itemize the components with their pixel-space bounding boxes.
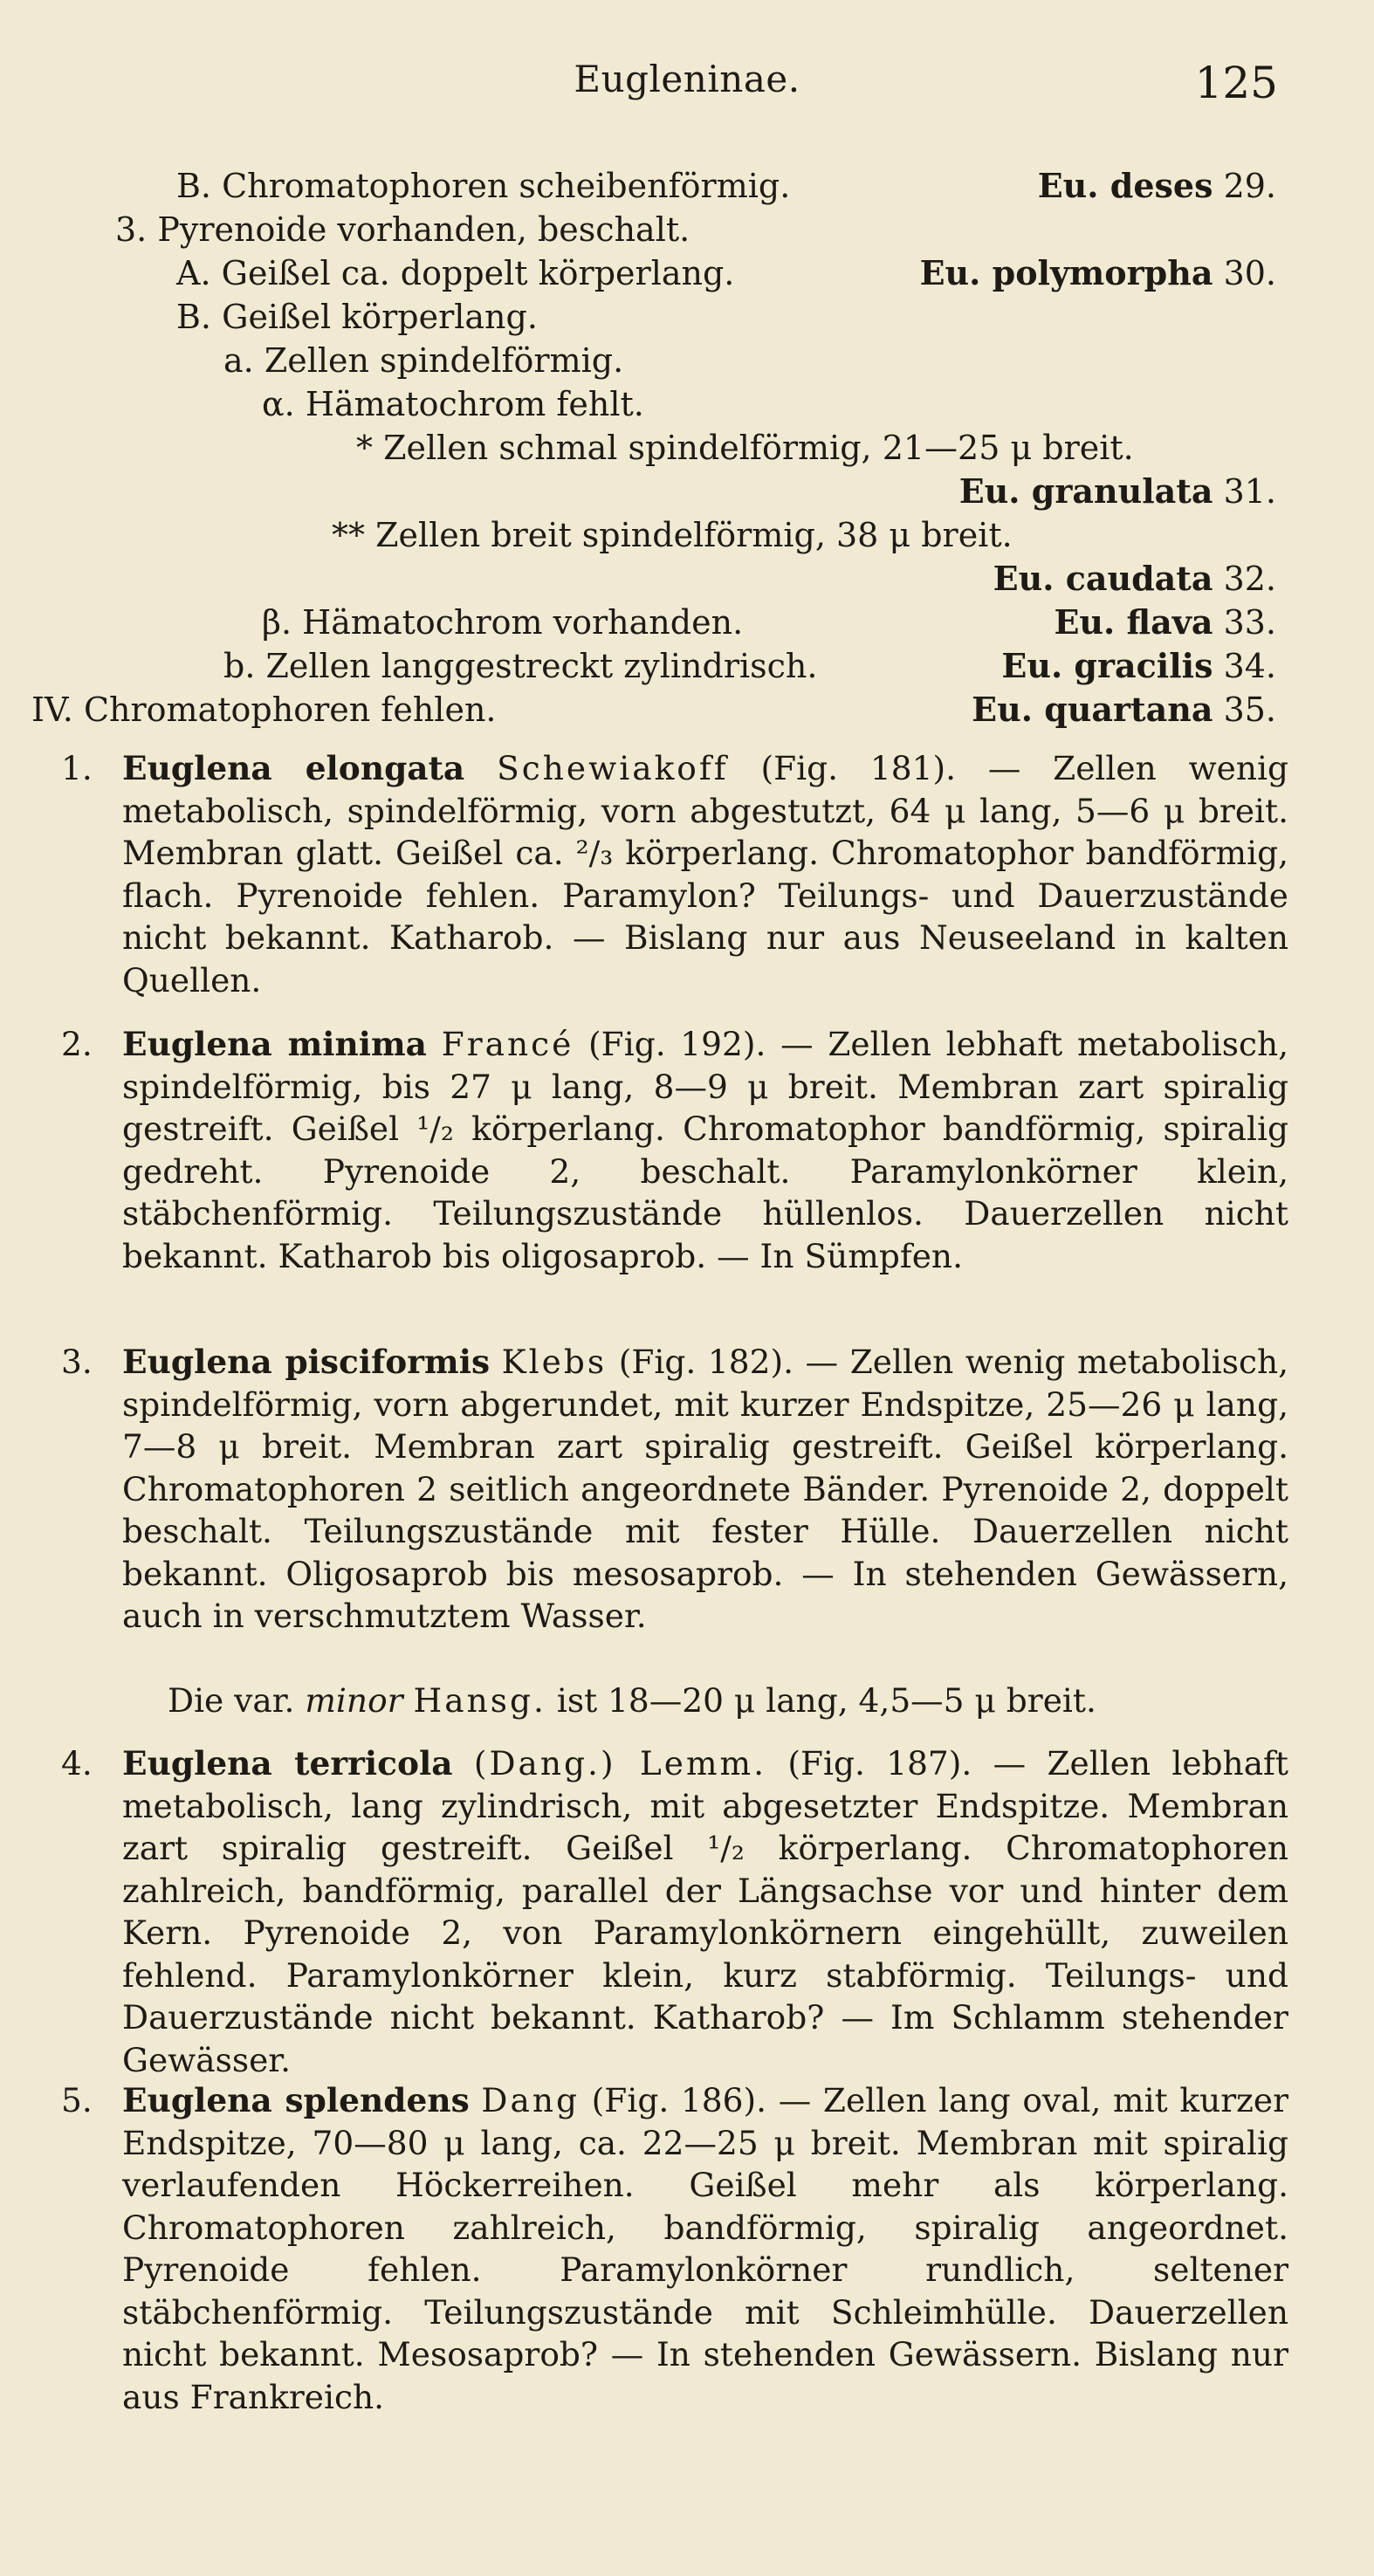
key-line (0, 470, 1374, 513)
key-species: Eu. caudata (993, 559, 1213, 598)
key-result (1054, 601, 1276, 644)
key-line (0, 644, 1374, 688)
variety-text: ist 18—20 μ lang, 4,5—5 μ breit. (556, 1681, 1096, 1720)
key-species: Eu. polymorpha (919, 253, 1213, 292)
key-text: 3. Pyrenoide vorhanden, beschalt. (115, 210, 690, 249)
key-line (0, 295, 1374, 339)
species-name: Euglena splendens (122, 2081, 470, 2119)
key-number: 31. (1223, 472, 1276, 511)
species-description: — Zellen wenig metabolisch, spindelförmig, vorn abgerundet, mit kurzer Endspitze, 25—26 μ lang, 7—8 μ breit. Membran zart spiralig gestreift. Geißel körperlang. Chromatophoren 2 seitlich angeordnete Bänder. Pyrenoide 2, doppelt beschalt. Teilungszustände mit fester Hülle. Dauerzellen nicht bekannt. Oligosaprob bis mesosaprob. — In stehenden Gewässern, auch in verschmutztem Wasser. (122, 1343, 1289, 1635)
key-number: 30. (1223, 254, 1276, 292)
key-line (0, 513, 1374, 557)
key-result (1038, 164, 1276, 208)
key-text: B. Chromatophoren scheibenförmig. (176, 167, 791, 205)
species-description: — Zellen lebhaft metabolisch, spindelförmig, bis 27 μ lang, 8—9 μ breit. Membran zart spiralig gestreift. Geißel ¹/₂ körperlang. Chromatophor bandförmig, spiralig gedreht. Pyrenoide 2, beschalt. Paramylonkörner klein, stäbchenförmig. Teilungszustände hüllenlos. Dauerzellen nicht bekannt. Katharob bis oligosaprob. — In Sümpfen. (122, 1025, 1289, 1275)
variety-note (168, 1680, 1302, 1722)
key-text: * Zellen schmal spindelförmig, 21—25 μ breit. (356, 429, 1134, 467)
species-description: — Zellen wenig metabolisch, spindelförmig, vorn abgestutzt, 64 μ lang, 5—6 μ breit. Membran glatt. Geißel ca. ²/₃ körperlang. Chromatophor bandförmig, flach. Pyrenoide fehlen. Paramylon? Teilungs- und Dauerzustände nicht bekannt. Katharob. — Bislang nur aus Neuseeland in kalten Quellen. (122, 749, 1289, 999)
key-text: B. Geißel körperlang. (176, 298, 538, 336)
key-species: Eu. gracilis (1001, 646, 1213, 685)
entry-number: 4. (61, 1744, 93, 1783)
key-text: A. Geißel ca. doppelt körperlang. (176, 254, 735, 292)
key-number: 35. (1223, 690, 1276, 729)
key-line (0, 164, 1374, 208)
entry-number: 5. (61, 2081, 93, 2119)
key-text: b. Zellen langgestreckt zylindrisch. (223, 647, 818, 685)
key-result (959, 470, 1276, 513)
species-description: — Zellen lebhaft metabolisch, lang zylindrisch, mit abgesetzter Endspitze. Membran zart spiralig gestreift. Geißel ¹/₂ körperlang. Chromatophoren zahlreich, bandförmig, parallel der Längsachse vor und hinter dem Kern. Pyrenoide 2, von Paramylonkörnern eingehüllt, zuweilen fehlend. Paramylonkörner klein, kurz stabförmig. Teilungs- und Dauerzustände nicht bekannt. Katharob? — Im Schlamm stehender Gewässer. (122, 1744, 1288, 2079)
key-text: ** Zellen breit spindelförmig, 38 μ breit. (332, 516, 1013, 554)
figure-reference: (Fig. 187). (787, 1744, 972, 1783)
entry-number: 3. (61, 1343, 93, 1381)
key-species: Eu. deses (1037, 166, 1213, 205)
key-text: β. Hämatochrom vorhanden. (262, 603, 744, 642)
key-result (993, 557, 1276, 601)
entry-number: 2. (61, 1025, 93, 1063)
key-species: Eu. flava (1054, 602, 1213, 642)
species-name: Euglena pisciformis (122, 1343, 491, 1381)
key-line (0, 382, 1374, 426)
species-entry (61, 1023, 1289, 1277)
variety-prefix: Die var. (168, 1681, 295, 1720)
species-author: Dang (481, 2081, 580, 2119)
species-entry (61, 2079, 1289, 2418)
species-author: Francé (441, 1025, 574, 1063)
key-line (0, 208, 1374, 251)
species-description: — Zellen lang oval, mit kurzer Endspitze, 70—80 μ lang, ca. 22—25 μ breit. Membran mit spiralig verlaufenden Höckerreihen. Geißel mehr als körperlang. Chromatophoren zahlreich, bandförmig, spiralig angeordnet. Pyrenoide fehlen. Paramylonkörner rundlich, seltener stäbchenförmig. Teilungszustände mit Schleimhülle. Dauerzellen nicht bekannt. Mesosaprob? — In stehenden Gewässern. Bislang nur aus Frankreich. (122, 2081, 1289, 2416)
key-line (0, 557, 1374, 601)
key-species: Eu. quartana (972, 690, 1213, 729)
key-text: a. Zellen spindelförmig. (223, 341, 624, 380)
key-line (0, 251, 1374, 295)
key-line (0, 688, 1374, 732)
key-number: 33. (1223, 603, 1276, 642)
key-line (0, 339, 1374, 382)
page-number: 125 (1194, 58, 1278, 108)
key-number: 32. (1223, 560, 1276, 598)
figure-reference: (Fig. 186). (591, 2081, 767, 2119)
species-entry (61, 1742, 1288, 2081)
variety-author: Hansg. (413, 1681, 546, 1720)
key-species: Eu. granulata (958, 471, 1213, 511)
figure-reference: (Fig. 181). (760, 749, 956, 787)
key-line (0, 426, 1374, 470)
entry-number: 1. (61, 749, 93, 787)
species-name: Euglena terricola (122, 1744, 453, 1783)
species-author: Schewiakoff (497, 749, 729, 787)
species-entry (61, 747, 1289, 1001)
key-text: IV. Chromatophoren fehlen. (31, 690, 497, 729)
figure-reference: (Fig. 192). (588, 1025, 766, 1063)
key-number: 29. (1223, 167, 1276, 205)
variety-name: minor (305, 1681, 403, 1720)
figure-reference: (Fig. 182). (618, 1343, 794, 1381)
key-line (0, 601, 1374, 644)
species-author: Klebs (501, 1343, 608, 1381)
running-header: Eugleninae. (574, 58, 800, 100)
species-name: Euglena minima (122, 1025, 427, 1063)
species-author: (Dang.) Lemm. (473, 1744, 767, 1783)
key-result (972, 688, 1276, 732)
species-name: Euglena elongata (122, 749, 465, 787)
species-entry (61, 1341, 1289, 1638)
key-result (1001, 644, 1276, 688)
key-text: α. Hämatochrom fehlt. (262, 385, 644, 423)
key-number: 34. (1223, 647, 1276, 685)
key-result (920, 251, 1276, 295)
